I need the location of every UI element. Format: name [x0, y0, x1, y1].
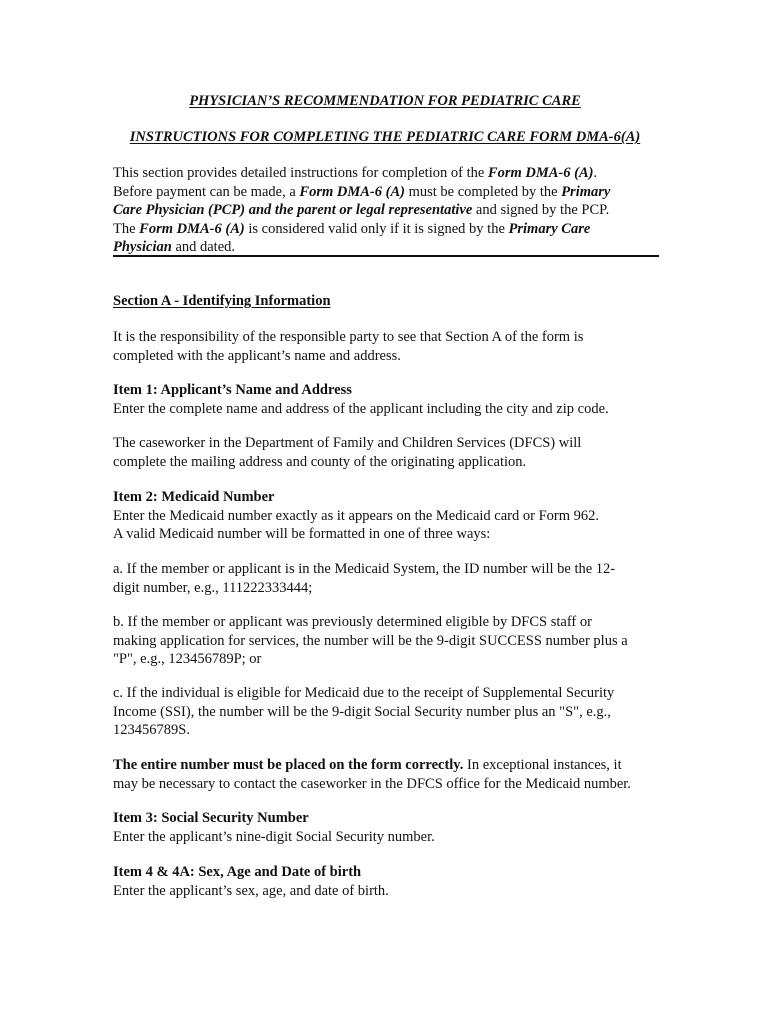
item2-option-a: a. If the member or applicant is in the Medicaid System, the ID number will be the 12- digit number, e.g., 111222333444; — [113, 561, 616, 596]
item2-option-c: c. If the individual is eligible for Medicaid due to the receipt of Supplemental Security Income (SSI), the number will be the 9-digit Social Security number plus an "S", e.g., 123456789S. — [113, 685, 615, 738]
item1-heading: Item 1: Applicant’s Name and Address — [113, 382, 352, 398]
item4-block: Item 4 & 4A: Sex, Age and Date of birth Enter the applicant’s sex, age, and date of birth. — [113, 863, 673, 900]
document-subtitle: INSTRUCTIONS FOR COMPLETING THE PEDIATRIC CARE FORM DMA-6(A) — [129, 129, 641, 145]
section-a-paragraph: It is the responsibility of the responsible party to see that Section A of the form is completed with the applicant’s name and address. — [113, 329, 584, 364]
item1-block: Item 1: Applicant’s Name and Address Enter the complete name and address of the applicant including the city and zip code. — [113, 381, 673, 418]
item2-block: Item 2: Medicaid Number Enter the Medicaid number exactly as it appears on the Medicaid card or Form 962. A valid Medicaid number will be formatted in one of three ways: — [113, 488, 673, 544]
item4-heading: Item 4 & 4A: Sex, Age and Date of birth — [113, 864, 362, 880]
item3-heading: Item 3: Social Security Number — [113, 810, 309, 826]
intro-paragraph: This section provides detailed instructions for completion of the Form DMA-6 (A). Before payment can be made, a Form DMA-6 (A) must be completed by the Primary Care Physician (PCP) and the parent or legal representative and signed by the PCP. The Form DMA-6 (A) is considered valid only if it is signed by the Primary Care Physician and dated. — [113, 165, 611, 255]
item3-block: Item 3: Social Security Number Enter the applicant’s nine-digit Social Security number. — [113, 809, 673, 846]
item2-heading: Item 2: Medicaid Number — [113, 489, 275, 505]
intro-divider — [113, 255, 659, 257]
document-title: PHYSICIAN’S RECOMMENDATION FOR PEDIATRIC CARE — [189, 93, 581, 109]
section-a-heading: Section A - Identifying Information — [113, 293, 331, 309]
item1-caseworker-paragraph: The caseworker in the Department of Family and Children Services (DFCS) will complete the mailing address and county of the originating application. — [113, 435, 582, 470]
item2-note: The entire number must be placed on the form correctly. In exceptional instances, it may be necessary to contact the caseworker in the DFCS office for the Medicaid number. — [113, 757, 631, 792]
item2-option-b: b. If the member or applicant was previously determined eligible by DFCS staff or making application for services, the number will be the 9-digit SUCCESS number plus a "P", e.g., 123456789P; or — [113, 614, 628, 667]
